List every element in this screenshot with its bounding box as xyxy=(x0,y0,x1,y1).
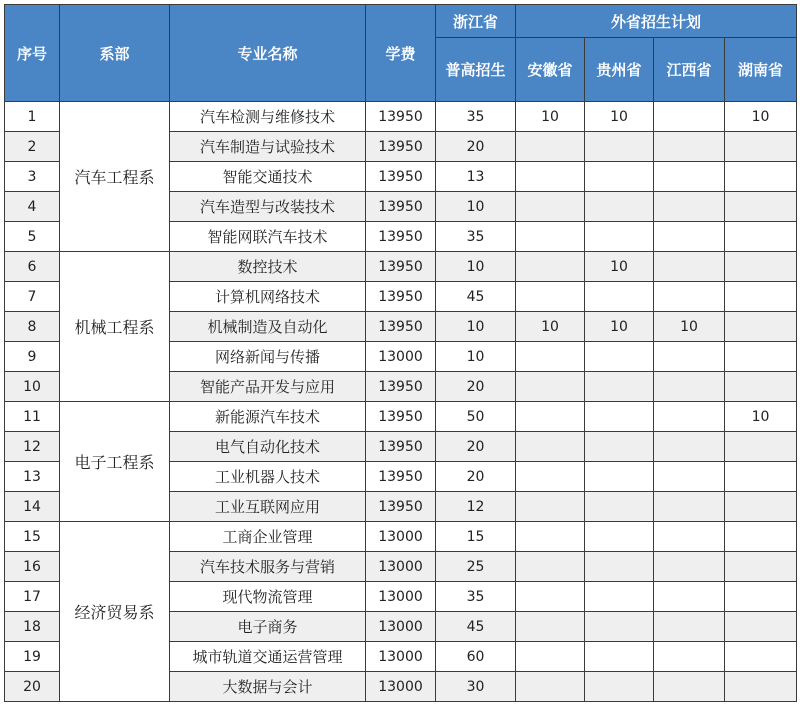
hunan-quota-cell xyxy=(725,252,797,282)
guizhou-quota-cell: 10 xyxy=(585,252,654,282)
guizhou-quota-cell xyxy=(585,162,654,192)
major-cell: 城市轨道交通运营管理 xyxy=(170,642,366,672)
fee-cell: 13950 xyxy=(366,102,436,132)
hunan-quota-cell xyxy=(725,642,797,672)
header-other-provinces: 外省招生计划 xyxy=(516,5,797,38)
zhejiang-quota-cell: 20 xyxy=(436,372,516,402)
zhejiang-quota-cell: 35 xyxy=(436,582,516,612)
guizhou-quota-cell: 10 xyxy=(585,102,654,132)
anhui-quota-cell xyxy=(516,402,585,432)
guizhou-quota-cell xyxy=(585,342,654,372)
major-cell: 汽车造型与改装技术 xyxy=(170,192,366,222)
table-row xyxy=(5,102,797,132)
hunan-quota-cell xyxy=(725,342,797,372)
anhui-quota-cell xyxy=(516,372,585,402)
seq-cell: 8 xyxy=(5,312,60,342)
fee-cell: 13950 xyxy=(366,222,436,252)
jiangxi-quota-cell xyxy=(654,162,725,192)
anhui-quota-cell xyxy=(516,252,585,282)
anhui-quota-cell: 10 xyxy=(516,102,585,132)
major-cell: 工商企业管理 xyxy=(170,522,366,552)
zhejiang-quota-cell: 35 xyxy=(436,222,516,252)
seq-cell: 3 xyxy=(5,162,60,192)
header-province-hunan: 湖南省 xyxy=(725,38,797,102)
major-cell: 机械制造及自动化 xyxy=(170,312,366,342)
anhui-quota-cell xyxy=(516,222,585,252)
anhui-quota-cell xyxy=(516,552,585,582)
major-cell: 新能源汽车技术 xyxy=(170,402,366,432)
zhejiang-quota-cell: 20 xyxy=(436,432,516,462)
anhui-quota-cell: 10 xyxy=(516,312,585,342)
fee-cell: 13950 xyxy=(366,282,436,312)
hunan-quota-cell xyxy=(725,552,797,582)
major-cell: 智能交通技术 xyxy=(170,162,366,192)
zhejiang-quota-cell: 20 xyxy=(436,132,516,162)
department-cell: 汽车工程系 xyxy=(60,102,170,252)
anhui-quota-cell xyxy=(516,582,585,612)
jiangxi-quota-cell xyxy=(654,462,725,492)
zhejiang-quota-cell: 35 xyxy=(436,102,516,132)
fee-cell: 13950 xyxy=(366,492,436,522)
guizhou-quota-cell xyxy=(585,492,654,522)
major-cell: 汽车检测与维修技术 xyxy=(170,102,366,132)
major-cell: 数控技术 xyxy=(170,252,366,282)
fee-cell: 13950 xyxy=(366,132,436,162)
hunan-quota-cell: 10 xyxy=(725,402,797,432)
seq-cell: 18 xyxy=(5,612,60,642)
department-cell: 经济贸易系 xyxy=(60,522,170,702)
header-zhejiang-sub: 普高招生 xyxy=(436,38,516,102)
zhejiang-quota-cell: 10 xyxy=(436,252,516,282)
fee-cell: 13950 xyxy=(366,432,436,462)
hunan-quota-cell xyxy=(725,672,797,702)
guizhou-quota-cell xyxy=(585,672,654,702)
jiangxi-quota-cell xyxy=(654,402,725,432)
jiangxi-quota-cell xyxy=(654,582,725,612)
header-major: 专业名称 xyxy=(170,5,366,102)
table-row xyxy=(5,252,797,282)
seq-cell: 17 xyxy=(5,582,60,612)
jiangxi-quota-cell: 10 xyxy=(654,312,725,342)
table-header xyxy=(5,5,797,102)
anhui-quota-cell xyxy=(516,522,585,552)
guizhou-quota-cell xyxy=(585,192,654,222)
major-cell: 电子商务 xyxy=(170,612,366,642)
fee-cell: 13000 xyxy=(366,522,436,552)
anhui-quota-cell xyxy=(516,282,585,312)
seq-cell: 14 xyxy=(5,492,60,522)
hunan-quota-cell xyxy=(725,582,797,612)
zhejiang-quota-cell: 12 xyxy=(436,492,516,522)
anhui-quota-cell xyxy=(516,162,585,192)
jiangxi-quota-cell xyxy=(654,192,725,222)
guizhou-quota-cell xyxy=(585,612,654,642)
major-cell: 汽车技术服务与营销 xyxy=(170,552,366,582)
major-cell: 工业机器人技术 xyxy=(170,462,366,492)
fee-cell: 13950 xyxy=(366,162,436,192)
guizhou-quota-cell xyxy=(585,552,654,582)
guizhou-quota-cell xyxy=(585,522,654,552)
guizhou-quota-cell xyxy=(585,222,654,252)
hunan-quota-cell xyxy=(725,222,797,252)
hunan-quota-cell xyxy=(725,522,797,552)
zhejiang-quota-cell: 30 xyxy=(436,672,516,702)
fee-cell: 13950 xyxy=(366,402,436,432)
fee-cell: 13950 xyxy=(366,192,436,222)
header-fee: 学费 xyxy=(366,5,436,102)
zhejiang-quota-cell: 45 xyxy=(436,282,516,312)
anhui-quota-cell xyxy=(516,132,585,162)
zhejiang-quota-cell: 10 xyxy=(436,342,516,372)
zhejiang-quota-cell: 10 xyxy=(436,192,516,222)
table-row xyxy=(5,522,797,552)
fee-cell: 13000 xyxy=(366,342,436,372)
anhui-quota-cell xyxy=(516,492,585,522)
major-cell: 网络新闻与传播 xyxy=(170,342,366,372)
jiangxi-quota-cell xyxy=(654,522,725,552)
seq-cell: 13 xyxy=(5,462,60,492)
seq-cell: 16 xyxy=(5,552,60,582)
major-cell: 现代物流管理 xyxy=(170,582,366,612)
anhui-quota-cell xyxy=(516,612,585,642)
header-seq: 序号 xyxy=(5,5,60,102)
enrollment-plan-table xyxy=(4,4,797,702)
seq-cell: 19 xyxy=(5,642,60,672)
zhejiang-quota-cell: 25 xyxy=(436,552,516,582)
anhui-quota-cell xyxy=(516,462,585,492)
major-cell: 智能产品开发与应用 xyxy=(170,372,366,402)
anhui-quota-cell xyxy=(516,192,585,222)
hunan-quota-cell xyxy=(725,132,797,162)
header-department: 系部 xyxy=(60,5,170,102)
seq-cell: 15 xyxy=(5,522,60,552)
guizhou-quota-cell xyxy=(585,282,654,312)
jiangxi-quota-cell xyxy=(654,492,725,522)
guizhou-quota-cell xyxy=(585,402,654,432)
jiangxi-quota-cell xyxy=(654,642,725,672)
header-zhejiang: 浙江省 xyxy=(436,5,516,38)
fee-cell: 13000 xyxy=(366,642,436,672)
major-cell: 汽车制造与试验技术 xyxy=(170,132,366,162)
major-cell: 电气自动化技术 xyxy=(170,432,366,462)
seq-cell: 4 xyxy=(5,192,60,222)
fee-cell: 13000 xyxy=(366,552,436,582)
jiangxi-quota-cell xyxy=(654,132,725,162)
guizhou-quota-cell xyxy=(585,432,654,462)
major-cell: 大数据与会计 xyxy=(170,672,366,702)
jiangxi-quota-cell xyxy=(654,222,725,252)
zhejiang-quota-cell: 15 xyxy=(436,522,516,552)
anhui-quota-cell xyxy=(516,642,585,672)
fee-cell: 13000 xyxy=(366,612,436,642)
table-body xyxy=(5,102,797,702)
major-cell: 计算机网络技术 xyxy=(170,282,366,312)
jiangxi-quota-cell xyxy=(654,612,725,642)
hunan-quota-cell xyxy=(725,312,797,342)
seq-cell: 1 xyxy=(5,102,60,132)
fee-cell: 13950 xyxy=(366,252,436,282)
hunan-quota-cell xyxy=(725,432,797,462)
seq-cell: 6 xyxy=(5,252,60,282)
seq-cell: 2 xyxy=(5,132,60,162)
zhejiang-quota-cell: 60 xyxy=(436,642,516,672)
zhejiang-quota-cell: 45 xyxy=(436,612,516,642)
hunan-quota-cell xyxy=(725,462,797,492)
header-province-anhui: 安徽省 xyxy=(516,38,585,102)
seq-cell: 20 xyxy=(5,672,60,702)
jiangxi-quota-cell xyxy=(654,672,725,702)
zhejiang-quota-cell: 13 xyxy=(436,162,516,192)
zhejiang-quota-cell: 20 xyxy=(436,462,516,492)
fee-cell: 13950 xyxy=(366,372,436,402)
hunan-quota-cell xyxy=(725,192,797,222)
seq-cell: 11 xyxy=(5,402,60,432)
seq-cell: 5 xyxy=(5,222,60,252)
guizhou-quota-cell xyxy=(585,462,654,492)
hunan-quota-cell xyxy=(725,372,797,402)
jiangxi-quota-cell xyxy=(654,282,725,312)
department-cell: 电子工程系 xyxy=(60,402,170,522)
hunan-quota-cell xyxy=(725,162,797,192)
seq-cell: 12 xyxy=(5,432,60,462)
jiangxi-quota-cell xyxy=(654,432,725,462)
guizhou-quota-cell xyxy=(585,642,654,672)
jiangxi-quota-cell xyxy=(654,102,725,132)
seq-cell: 10 xyxy=(5,372,60,402)
guizhou-quota-cell xyxy=(585,372,654,402)
guizhou-quota-cell: 10 xyxy=(585,312,654,342)
hunan-quota-cell xyxy=(725,612,797,642)
fee-cell: 13000 xyxy=(366,672,436,702)
zhejiang-quota-cell: 50 xyxy=(436,402,516,432)
hunan-quota-cell: 10 xyxy=(725,102,797,132)
seq-cell: 7 xyxy=(5,282,60,312)
major-cell: 智能网联汽车技术 xyxy=(170,222,366,252)
anhui-quota-cell xyxy=(516,432,585,462)
jiangxi-quota-cell xyxy=(654,372,725,402)
hunan-quota-cell xyxy=(725,282,797,312)
jiangxi-quota-cell xyxy=(654,342,725,372)
header-province-guizhou: 贵州省 xyxy=(585,38,654,102)
anhui-quota-cell xyxy=(516,342,585,372)
hunan-quota-cell xyxy=(725,492,797,522)
department-cell: 机械工程系 xyxy=(60,252,170,402)
header-province-jiangxi: 江西省 xyxy=(654,38,725,102)
zhejiang-quota-cell: 10 xyxy=(436,312,516,342)
fee-cell: 13000 xyxy=(366,582,436,612)
fee-cell: 13950 xyxy=(366,462,436,492)
seq-cell: 9 xyxy=(5,342,60,372)
fee-cell: 13950 xyxy=(366,312,436,342)
anhui-quota-cell xyxy=(516,672,585,702)
jiangxi-quota-cell xyxy=(654,552,725,582)
jiangxi-quota-cell xyxy=(654,252,725,282)
guizhou-quota-cell xyxy=(585,132,654,162)
guizhou-quota-cell xyxy=(585,582,654,612)
major-cell: 工业互联网应用 xyxy=(170,492,366,522)
table-row xyxy=(5,402,797,432)
enrollment-table-container xyxy=(4,4,797,702)
